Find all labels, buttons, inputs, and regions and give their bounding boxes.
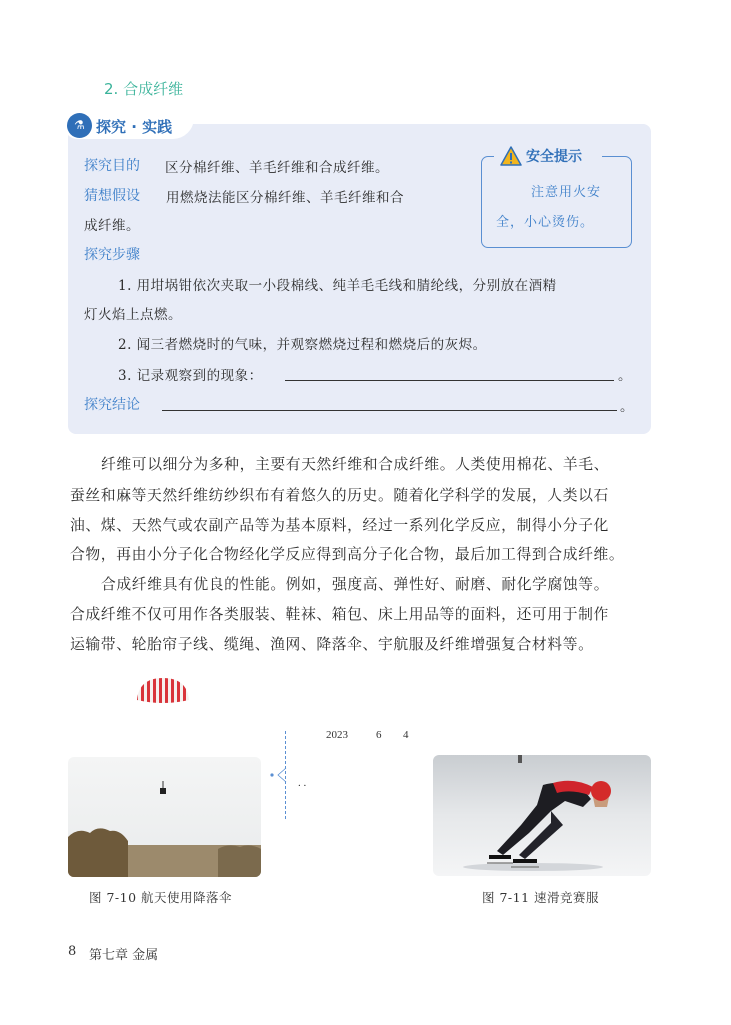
annotation-dots: . . bbox=[298, 777, 307, 789]
safety-tip-box bbox=[481, 156, 632, 248]
step3-end-mark: 。 bbox=[618, 368, 632, 384]
paragraph-line: 油、煤、天然气或农副产品等为基本原料，经过一系列化学反应，制得小分子化 bbox=[70, 517, 609, 534]
paragraph-line: 运输带、轮胎帘子线、缆绳、渔网、降落伞、宇航服及纤维增强复合材料等。 bbox=[70, 636, 594, 653]
safety-tip-title: 安全提示 bbox=[526, 149, 582, 165]
page-number: 8 bbox=[68, 944, 77, 959]
paragraph-line: 纤维可以细分为多种，主要有天然纤维和合成纤维。人类使用棉花、羊毛、 bbox=[101, 456, 610, 473]
explore-tab-label: 探究 · 实践 bbox=[96, 118, 173, 136]
warning-icon bbox=[500, 146, 522, 166]
purpose-label: 探究目的 bbox=[84, 158, 140, 174]
figure-7-10-caption: 图 7-10 航天使用降落伞 bbox=[89, 890, 233, 905]
annotation-pointer bbox=[266, 766, 288, 784]
annotation-year: 2023 bbox=[326, 729, 348, 741]
paragraph-line: 蚕丝和麻等天然纤维纺纱织布有着悠久的历史。随着化学科学的发展，人类以石 bbox=[70, 487, 609, 504]
purpose-text: 区分棉纤维、羊毛纤维和合成纤维。 bbox=[165, 160, 389, 176]
conclusion-end-mark: 。 bbox=[620, 399, 634, 415]
figure-7-11-caption: 图 7-11 速滑竞赛服 bbox=[482, 890, 600, 905]
paragraph-line: 合成纤维具有优良的性能。例如，强度高、弹性好、耐磨、耐化学腐蚀等。 bbox=[101, 576, 610, 593]
flask-icon: ⚗ bbox=[67, 113, 92, 138]
paragraph-line: 合成纤维不仅可用作各类服装、鞋袜、箱包、床上用品等的面料，还可用于制作 bbox=[70, 606, 609, 623]
steps-label: 探究步骤 bbox=[84, 247, 140, 263]
conclusion-answer-line bbox=[162, 410, 617, 411]
step3-text: 3. 记录观察到的现象： bbox=[118, 368, 263, 384]
figure-7-10-photo bbox=[68, 757, 261, 877]
parachute-canopy-image bbox=[135, 676, 191, 706]
step2-text: 2. 闻三者燃烧时的气味，并观察燃烧过程和燃烧后的灰烬。 bbox=[118, 337, 487, 353]
hypothesis-text-line2: 成纤维。 bbox=[84, 218, 140, 234]
paragraph-line: 合物，再由小分子化合物经化学反应得到高分子化合物，最后加工得到合成纤维。 bbox=[70, 546, 625, 563]
safety-tip-line2: 全，小心烫伤。 bbox=[496, 215, 595, 230]
safety-tip-line1: 注意用火安 bbox=[531, 185, 602, 200]
step3-answer-line bbox=[285, 380, 614, 381]
chapter-title: 第七章 金属 bbox=[89, 948, 159, 963]
step1-line2: 灯火焰上点燃。 bbox=[84, 307, 182, 323]
hypothesis-label: 猜想假设 bbox=[84, 188, 140, 204]
step1-line1: 1. 用坩埚钳依次夹取一小段棉线、纯羊毛毛线和腈纶线，分别放在酒精 bbox=[118, 278, 557, 294]
annotation-day: 4 bbox=[403, 729, 409, 741]
figure-7-11-photo bbox=[433, 755, 651, 876]
hypothesis-text-line1: 用燃烧法能区分棉纤维、羊毛纤维和合 bbox=[166, 190, 404, 206]
conclusion-label: 探究结论 bbox=[84, 397, 140, 413]
section-title: 2. 合成纤维 bbox=[104, 80, 184, 98]
annotation-month: 6 bbox=[376, 729, 382, 741]
